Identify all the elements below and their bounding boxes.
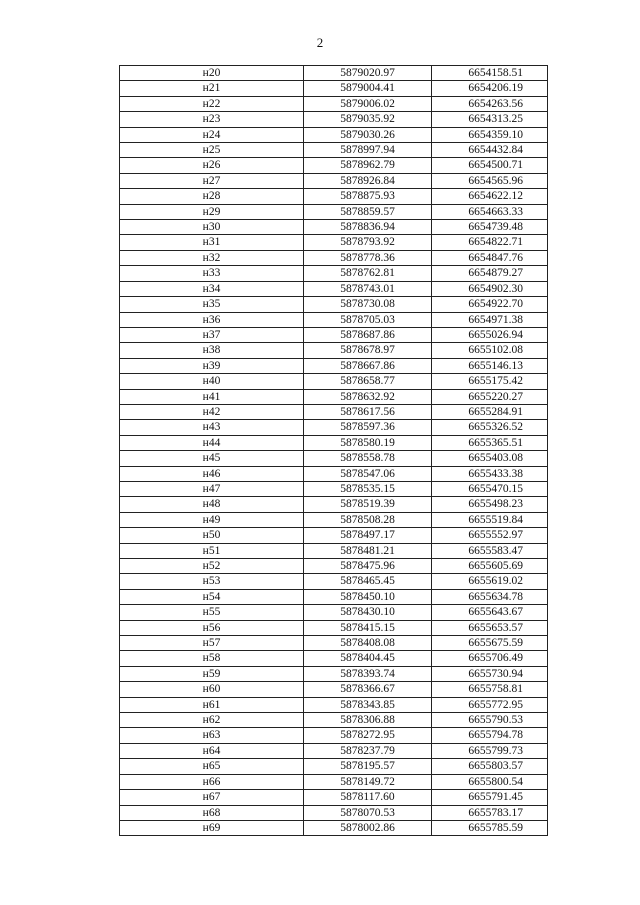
point-id-cell: н24 (120, 127, 304, 142)
x-coordinate-cell: 5878117.60 (304, 790, 432, 805)
table-row (120, 189, 548, 204)
table-row (120, 451, 548, 466)
point-id-cell: н67 (120, 790, 304, 805)
point-id-cell: н41 (120, 389, 304, 404)
point-id-cell: н20 (120, 66, 304, 81)
x-coordinate-cell: 5878408.08 (304, 636, 432, 651)
y-coordinate-cell: 6655220.27 (432, 389, 548, 404)
y-coordinate-cell: 6655794.78 (432, 728, 548, 743)
table-row (120, 713, 548, 728)
x-coordinate-cell: 5878762.81 (304, 266, 432, 281)
table-row (120, 574, 548, 589)
table-row (120, 158, 548, 173)
y-coordinate-cell: 6655519.84 (432, 512, 548, 527)
y-coordinate-cell: 6655619.02 (432, 574, 548, 589)
x-coordinate-cell: 5878415.15 (304, 620, 432, 635)
table-row (120, 81, 548, 96)
point-id-cell: н46 (120, 466, 304, 481)
y-coordinate-cell: 6655791.45 (432, 790, 548, 805)
y-coordinate-cell: 6654822.71 (432, 235, 548, 250)
x-coordinate-cell: 5878195.57 (304, 759, 432, 774)
x-coordinate-cell: 5878465.45 (304, 574, 432, 589)
table-row (120, 636, 548, 651)
x-coordinate-cell: 5878997.94 (304, 143, 432, 158)
y-coordinate-cell: 6655175.42 (432, 374, 548, 389)
y-coordinate-cell: 6654263.56 (432, 96, 548, 111)
table-row (120, 620, 548, 635)
table-row (120, 389, 548, 404)
point-id-cell: н44 (120, 435, 304, 450)
point-id-cell: н43 (120, 420, 304, 435)
point-id-cell: н51 (120, 543, 304, 558)
y-coordinate-cell: 6655326.52 (432, 420, 548, 435)
x-coordinate-cell: 5878678.97 (304, 343, 432, 358)
y-coordinate-cell: 6654565.96 (432, 173, 548, 188)
table-row (120, 605, 548, 620)
point-id-cell: н66 (120, 774, 304, 789)
point-id-cell: н50 (120, 528, 304, 543)
y-coordinate-cell: 6655498.23 (432, 497, 548, 512)
y-coordinate-cell: 6655365.51 (432, 435, 548, 450)
x-coordinate-cell: 5878475.96 (304, 559, 432, 574)
x-coordinate-cell: 5878430.10 (304, 605, 432, 620)
table-row (120, 559, 548, 574)
x-coordinate-cell: 5878597.36 (304, 420, 432, 435)
table-row (120, 774, 548, 789)
x-coordinate-cell: 5878658.77 (304, 374, 432, 389)
y-coordinate-cell: 6655803.57 (432, 759, 548, 774)
x-coordinate-cell: 5878519.39 (304, 497, 432, 512)
table-row (120, 589, 548, 604)
point-id-cell: н34 (120, 281, 304, 296)
table-row (120, 312, 548, 327)
table-row (120, 790, 548, 805)
x-coordinate-cell: 5879020.97 (304, 66, 432, 81)
coordinates-table (119, 65, 548, 836)
point-id-cell: н23 (120, 112, 304, 127)
x-coordinate-cell: 5878730.08 (304, 297, 432, 312)
x-coordinate-cell: 5878306.88 (304, 713, 432, 728)
x-coordinate-cell: 5878343.85 (304, 697, 432, 712)
x-coordinate-cell: 5878705.03 (304, 312, 432, 327)
y-coordinate-cell: 6655583.47 (432, 543, 548, 558)
point-id-cell: н53 (120, 574, 304, 589)
table-row (120, 666, 548, 681)
table-row (120, 173, 548, 188)
y-coordinate-cell: 6654847.76 (432, 250, 548, 265)
point-id-cell: н30 (120, 220, 304, 235)
y-coordinate-cell: 6654663.33 (432, 204, 548, 219)
table-row (120, 297, 548, 312)
x-coordinate-cell: 5878558.78 (304, 451, 432, 466)
y-coordinate-cell: 6655772.95 (432, 697, 548, 712)
y-coordinate-cell: 6655470.15 (432, 481, 548, 496)
table-row (120, 543, 548, 558)
x-coordinate-cell: 5878836.94 (304, 220, 432, 235)
x-coordinate-cell: 5878667.86 (304, 358, 432, 373)
x-coordinate-cell: 5878859.57 (304, 204, 432, 219)
y-coordinate-cell: 6655790.53 (432, 713, 548, 728)
y-coordinate-cell: 6654206.19 (432, 81, 548, 96)
point-id-cell: н54 (120, 589, 304, 604)
point-id-cell: н52 (120, 559, 304, 574)
x-coordinate-cell: 5879004.41 (304, 81, 432, 96)
page-number: 2 (316, 35, 324, 50)
table-row (120, 728, 548, 743)
table-row (120, 805, 548, 820)
x-coordinate-cell: 5878450.10 (304, 589, 432, 604)
x-coordinate-cell: 5878632.92 (304, 389, 432, 404)
table-row (120, 528, 548, 543)
y-coordinate-cell: 6655552.97 (432, 528, 548, 543)
y-coordinate-cell: 6654739.48 (432, 220, 548, 235)
x-coordinate-cell: 5878508.28 (304, 512, 432, 527)
point-id-cell: н21 (120, 81, 304, 96)
x-coordinate-cell: 5878547.06 (304, 466, 432, 481)
table-row (120, 435, 548, 450)
x-coordinate-cell: 5879035.92 (304, 112, 432, 127)
y-coordinate-cell: 6654313.25 (432, 112, 548, 127)
table-row (120, 497, 548, 512)
table-row (120, 281, 548, 296)
x-coordinate-cell: 5878272.95 (304, 728, 432, 743)
y-coordinate-cell: 6654158.51 (432, 66, 548, 81)
y-coordinate-cell: 6655146.13 (432, 358, 548, 373)
point-id-cell: н39 (120, 358, 304, 373)
point-id-cell: н28 (120, 189, 304, 204)
table-row (120, 404, 548, 419)
x-coordinate-cell: 5878070.53 (304, 805, 432, 820)
x-coordinate-cell: 5878366.67 (304, 682, 432, 697)
x-coordinate-cell: 5878535.15 (304, 481, 432, 496)
table-row (120, 266, 548, 281)
y-coordinate-cell: 6655643.67 (432, 605, 548, 620)
y-coordinate-cell: 6655605.69 (432, 559, 548, 574)
table-row (120, 466, 548, 481)
table-row (120, 481, 548, 496)
x-coordinate-cell: 5878687.86 (304, 327, 432, 342)
y-coordinate-cell: 6655799.73 (432, 743, 548, 758)
point-id-cell: н55 (120, 605, 304, 620)
y-coordinate-cell: 6655758.81 (432, 682, 548, 697)
point-id-cell: н59 (120, 666, 304, 681)
y-coordinate-cell: 6655785.59 (432, 820, 548, 835)
y-coordinate-cell: 6655675.59 (432, 636, 548, 651)
table-row (120, 204, 548, 219)
x-coordinate-cell: 5878743.01 (304, 281, 432, 296)
table-row (120, 697, 548, 712)
y-coordinate-cell: 6655653.57 (432, 620, 548, 635)
point-id-cell: н42 (120, 404, 304, 419)
x-coordinate-cell: 5878404.45 (304, 651, 432, 666)
point-id-cell: н26 (120, 158, 304, 173)
table-row (120, 420, 548, 435)
x-coordinate-cell: 5878481.21 (304, 543, 432, 558)
point-id-cell: н62 (120, 713, 304, 728)
y-coordinate-cell: 6654500.71 (432, 158, 548, 173)
x-coordinate-cell: 5878926.84 (304, 173, 432, 188)
y-coordinate-cell: 6655800.54 (432, 774, 548, 789)
y-coordinate-cell: 6655634.78 (432, 589, 548, 604)
table-row (120, 235, 548, 250)
table-row (120, 66, 548, 81)
table-row (120, 127, 548, 142)
point-id-cell: н56 (120, 620, 304, 635)
coordinates-table-body (120, 66, 548, 836)
point-id-cell: н69 (120, 820, 304, 835)
point-id-cell: н47 (120, 481, 304, 496)
point-id-cell: н29 (120, 204, 304, 219)
x-coordinate-cell: 5878962.79 (304, 158, 432, 173)
point-id-cell: н68 (120, 805, 304, 820)
point-id-cell: н64 (120, 743, 304, 758)
table-row (120, 759, 548, 774)
y-coordinate-cell: 6654432.84 (432, 143, 548, 158)
x-coordinate-cell: 5878497.17 (304, 528, 432, 543)
x-coordinate-cell: 5879006.02 (304, 96, 432, 111)
point-id-cell: н58 (120, 651, 304, 666)
point-id-cell: н32 (120, 250, 304, 265)
point-id-cell: н37 (120, 327, 304, 342)
y-coordinate-cell: 6654902.30 (432, 281, 548, 296)
point-id-cell: н38 (120, 343, 304, 358)
y-coordinate-cell: 6655730.94 (432, 666, 548, 681)
table-row (120, 343, 548, 358)
point-id-cell: н49 (120, 512, 304, 527)
point-id-cell: н45 (120, 451, 304, 466)
table-row (120, 250, 548, 265)
x-coordinate-cell: 5878393.74 (304, 666, 432, 681)
point-id-cell: н36 (120, 312, 304, 327)
table-row (120, 358, 548, 373)
table-row (120, 682, 548, 697)
point-id-cell: н65 (120, 759, 304, 774)
y-coordinate-cell: 6654922.70 (432, 297, 548, 312)
point-id-cell: н61 (120, 697, 304, 712)
point-id-cell: н22 (120, 96, 304, 111)
table-row (120, 651, 548, 666)
point-id-cell: н60 (120, 682, 304, 697)
point-id-cell: н31 (120, 235, 304, 250)
x-coordinate-cell: 5878580.19 (304, 435, 432, 450)
table-row (120, 220, 548, 235)
point-id-cell: н25 (120, 143, 304, 158)
x-coordinate-cell: 5878875.93 (304, 189, 432, 204)
table-row (120, 327, 548, 342)
x-coordinate-cell: 5878617.56 (304, 404, 432, 419)
x-coordinate-cell: 5878002.86 (304, 820, 432, 835)
point-id-cell: н57 (120, 636, 304, 651)
table-row (120, 143, 548, 158)
table-row (120, 743, 548, 758)
table-row (120, 512, 548, 527)
point-id-cell: н48 (120, 497, 304, 512)
point-id-cell: н35 (120, 297, 304, 312)
y-coordinate-cell: 6654879.27 (432, 266, 548, 281)
y-coordinate-cell: 6655783.17 (432, 805, 548, 820)
y-coordinate-cell: 6655284.91 (432, 404, 548, 419)
y-coordinate-cell: 6654622.12 (432, 189, 548, 204)
x-coordinate-cell: 5879030.26 (304, 127, 432, 142)
y-coordinate-cell: 6654971.38 (432, 312, 548, 327)
x-coordinate-cell: 5878237.79 (304, 743, 432, 758)
y-coordinate-cell: 6654359.10 (432, 127, 548, 142)
x-coordinate-cell: 5878778.36 (304, 250, 432, 265)
point-id-cell: н63 (120, 728, 304, 743)
table-row (120, 112, 548, 127)
y-coordinate-cell: 6655403.08 (432, 451, 548, 466)
point-id-cell: н40 (120, 374, 304, 389)
x-coordinate-cell: 5878149.72 (304, 774, 432, 789)
table-row (120, 374, 548, 389)
y-coordinate-cell: 6655706.49 (432, 651, 548, 666)
y-coordinate-cell: 6655433.38 (432, 466, 548, 481)
y-coordinate-cell: 6655026.94 (432, 327, 548, 342)
point-id-cell: н27 (120, 173, 304, 188)
table-row (120, 820, 548, 835)
y-coordinate-cell: 6655102.08 (432, 343, 548, 358)
table-row (120, 96, 548, 111)
x-coordinate-cell: 5878793.92 (304, 235, 432, 250)
point-id-cell: н33 (120, 266, 304, 281)
